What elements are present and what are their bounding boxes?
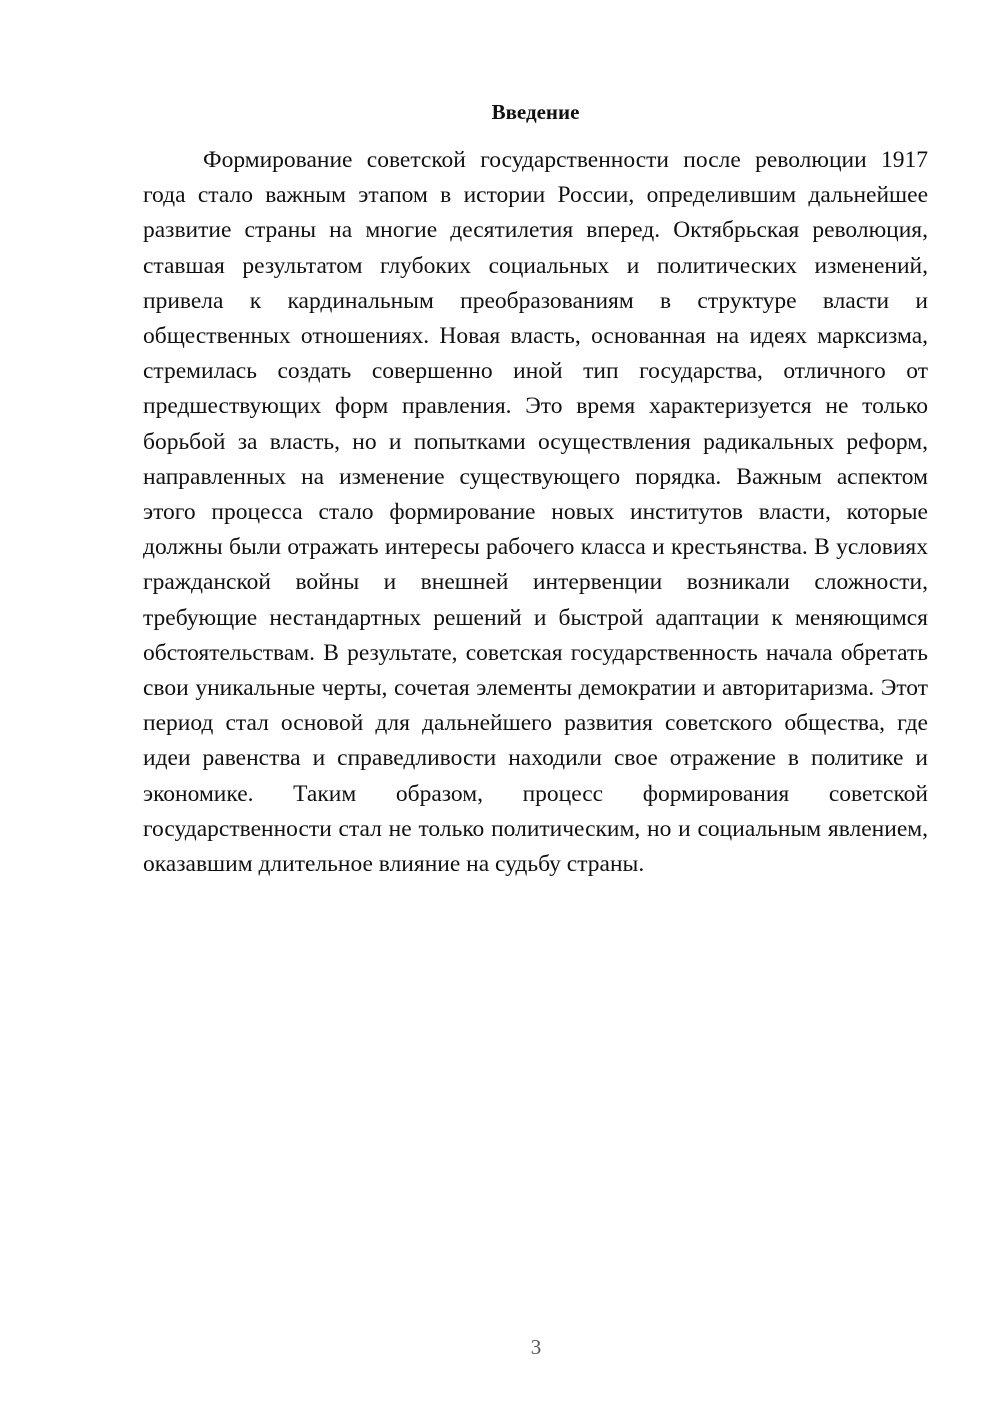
page-number: 3 <box>530 1335 542 1359</box>
body-paragraph: Формирование советской государственности после революции 1917 года стало важным этапом в истории России, определившим дальнейшее развитие страны на многие десятилетия вперед. Октябрьская революция, ставшая результатом глубоких социальных и политических изменений, привела к кардинальным преобразованиям в структуре власти и общественных отношениях. Новая власть, основанная на идеях марксизма, стремилась создать совершенно иной тип государства, отличного от предшествующих форм правления. Это время характеризуется не только борьбой за власть, но и попытками осуществления радикальных реформ, направленных на изменение существующего порядка. Важным аспектом этого процесса стало формирование новых институтов власти, которые должны были отражать интересы рабочего класса и крестьянства. В условиях гражданской войны и внешней интервенции возникали сложности, требующие нестандартных решений и быстрой адаптации к меняющимся обстоятельствам. В результате, советская государственность начала обретать свои уникальные черты, сочетая элементы демократии и авторитаризма. Этот период стал основой для дальнейшего развития советского общества, где идеи равенства и справедливости находили свое отражение в политике и экономике. Таким образом, процесс формирования советской государственности стал не только политическим, но и социальным явлением, оказавшим длительное влияние на судьбу страны. <box>143 147 928 878</box>
section-heading: Введение <box>491 100 580 124</box>
